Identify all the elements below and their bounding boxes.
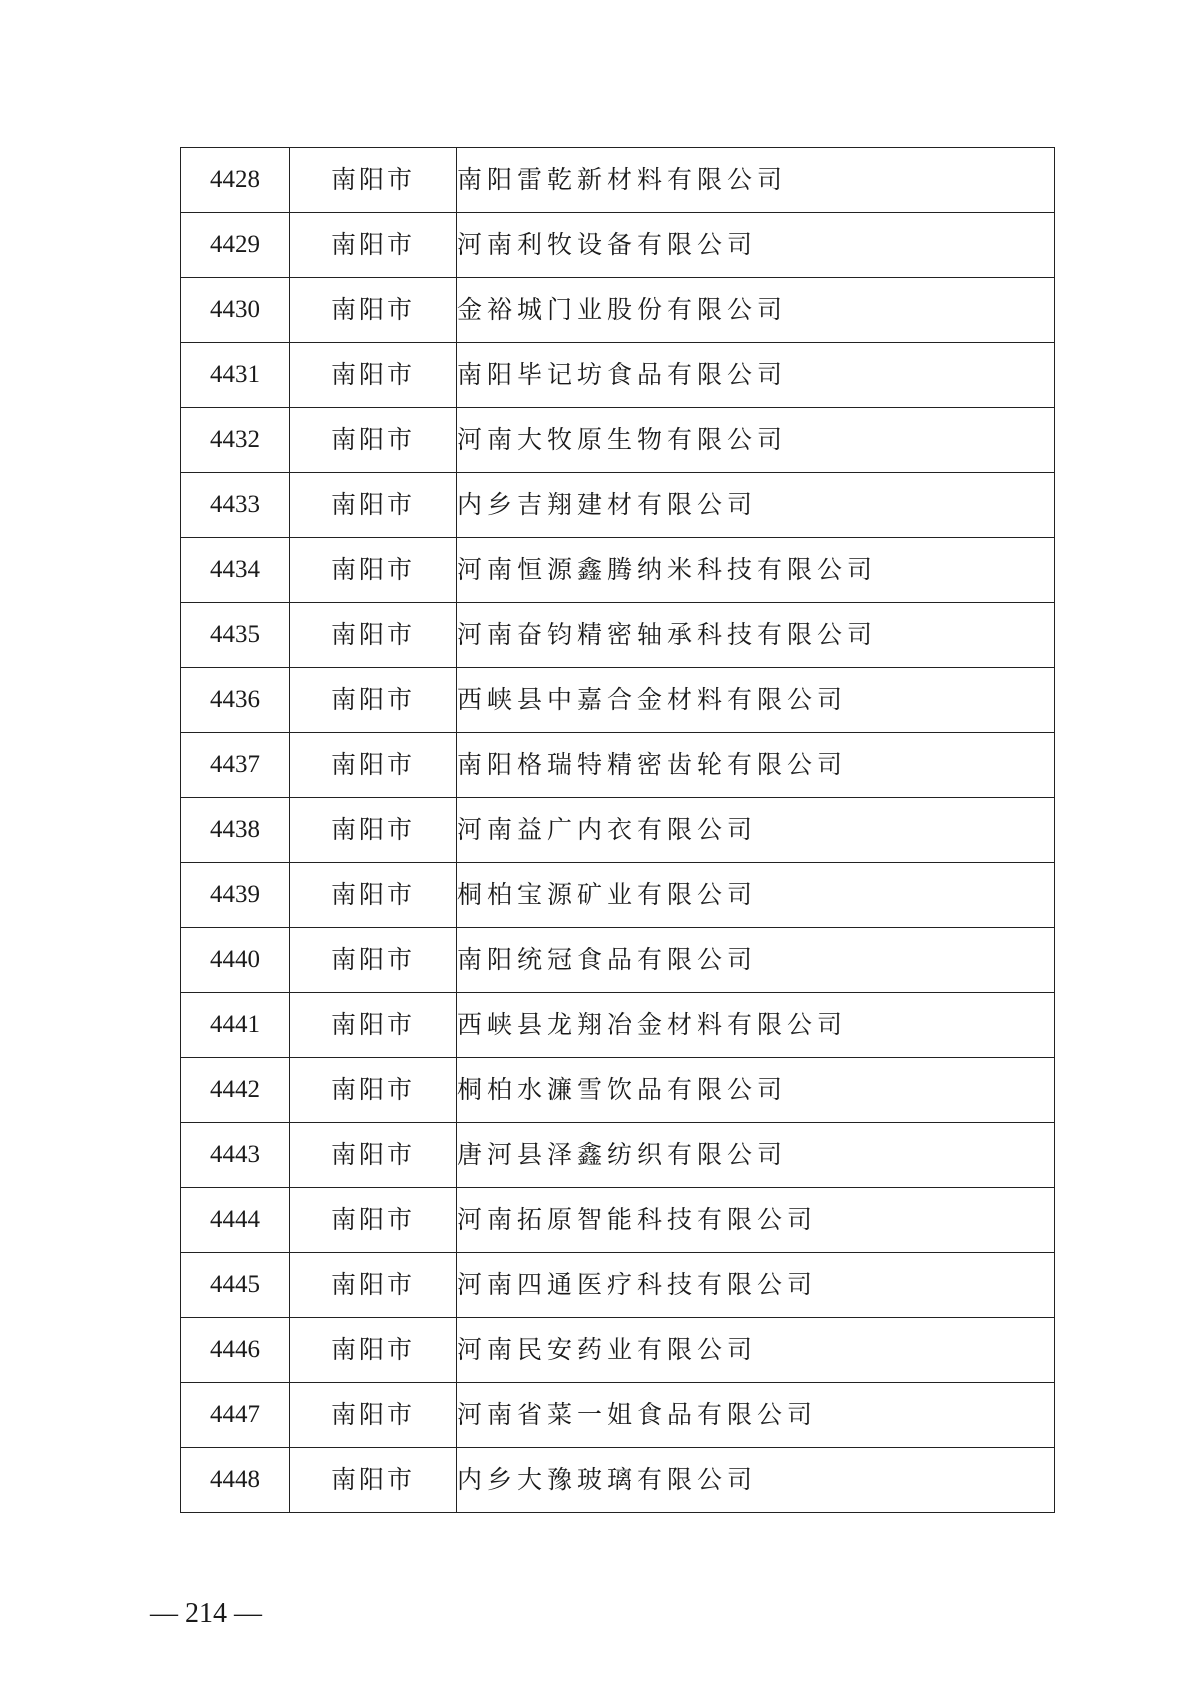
table-row <box>181 1448 1055 1513</box>
row-number-cell: 4448 <box>181 1448 290 1513</box>
row-number-cell: 4429 <box>181 213 290 278</box>
city-cell: 南阳市 <box>290 278 457 343</box>
company-name-cell: 河南益广内衣有限公司 <box>457 798 1055 863</box>
city-cell: 南阳市 <box>290 148 457 213</box>
table-row <box>181 1318 1055 1383</box>
company-name-cell: 南阳格瑞特精密齿轮有限公司 <box>457 733 1055 798</box>
row-number-cell: 4436 <box>181 668 290 733</box>
company-name-cell: 河南利牧设备有限公司 <box>457 213 1055 278</box>
table-row <box>181 733 1055 798</box>
company-name-cell: 桐柏宝源矿业有限公司 <box>457 863 1055 928</box>
row-number-cell: 4432 <box>181 408 290 473</box>
row-number-cell: 4443 <box>181 1123 290 1188</box>
table-row <box>181 993 1055 1058</box>
company-name-cell: 河南拓原智能科技有限公司 <box>457 1188 1055 1253</box>
company-name-cell: 西峡县龙翔冶金材料有限公司 <box>457 993 1055 1058</box>
row-number-cell: 4431 <box>181 343 290 408</box>
city-cell: 南阳市 <box>290 603 457 668</box>
company-name-cell: 河南民安药业有限公司 <box>457 1318 1055 1383</box>
city-cell: 南阳市 <box>290 343 457 408</box>
row-number-cell: 4433 <box>181 473 290 538</box>
row-number-cell: 4437 <box>181 733 290 798</box>
city-cell: 南阳市 <box>290 1318 457 1383</box>
table-row <box>181 473 1055 538</box>
city-cell: 南阳市 <box>290 538 457 603</box>
company-table-body <box>181 148 1055 1513</box>
city-cell: 南阳市 <box>290 798 457 863</box>
row-number-cell: 4439 <box>181 863 290 928</box>
city-cell: 南阳市 <box>290 213 457 278</box>
company-name-cell: 河南四通医疗科技有限公司 <box>457 1253 1055 1318</box>
table-row <box>181 1253 1055 1318</box>
row-number-cell: 4428 <box>181 148 290 213</box>
city-cell: 南阳市 <box>290 1448 457 1513</box>
table-row <box>181 538 1055 603</box>
city-cell: 南阳市 <box>290 668 457 733</box>
company-table <box>180 147 1055 1513</box>
row-number-cell: 4442 <box>181 1058 290 1123</box>
row-number-cell: 4444 <box>181 1188 290 1253</box>
row-number-cell: 4440 <box>181 928 290 993</box>
company-name-cell: 内乡吉翔建材有限公司 <box>457 473 1055 538</box>
city-cell: 南阳市 <box>290 733 457 798</box>
table-row <box>181 213 1055 278</box>
city-cell: 南阳市 <box>290 1123 457 1188</box>
table-row <box>181 863 1055 928</box>
company-name-cell: 内乡大豫玻璃有限公司 <box>457 1448 1055 1513</box>
company-name-cell: 河南奋钧精密轴承科技有限公司 <box>457 603 1055 668</box>
table-row <box>181 1058 1055 1123</box>
company-name-cell: 南阳毕记坊食品有限公司 <box>457 343 1055 408</box>
table-row <box>181 148 1055 213</box>
table-row <box>181 928 1055 993</box>
city-cell: 南阳市 <box>290 1253 457 1318</box>
row-number-cell: 4447 <box>181 1383 290 1448</box>
company-name-cell: 河南恒源鑫腾纳米科技有限公司 <box>457 538 1055 603</box>
city-cell: 南阳市 <box>290 928 457 993</box>
table-row <box>181 343 1055 408</box>
table-row <box>181 1188 1055 1253</box>
page-number: — 214 — <box>150 1598 262 1629</box>
company-name-cell: 唐河县泽鑫纺织有限公司 <box>457 1123 1055 1188</box>
company-name-cell: 河南大牧原生物有限公司 <box>457 408 1055 473</box>
row-number-cell: 4441 <box>181 993 290 1058</box>
company-name-cell: 南阳统冠食品有限公司 <box>457 928 1055 993</box>
city-cell: 南阳市 <box>290 1058 457 1123</box>
table-row <box>181 798 1055 863</box>
city-cell: 南阳市 <box>290 1188 457 1253</box>
table-row <box>181 408 1055 473</box>
city-cell: 南阳市 <box>290 408 457 473</box>
row-number-cell: 4438 <box>181 798 290 863</box>
company-name-cell: 西峡县中嘉合金材料有限公司 <box>457 668 1055 733</box>
company-name-cell: 桐柏水濂雪饮品有限公司 <box>457 1058 1055 1123</box>
table-row <box>181 1383 1055 1448</box>
row-number-cell: 4446 <box>181 1318 290 1383</box>
row-number-cell: 4445 <box>181 1253 290 1318</box>
row-number-cell: 4434 <box>181 538 290 603</box>
table-row <box>181 278 1055 343</box>
city-cell: 南阳市 <box>290 473 457 538</box>
city-cell: 南阳市 <box>290 993 457 1058</box>
company-name-cell: 南阳雷乾新材料有限公司 <box>457 148 1055 213</box>
table-row <box>181 1123 1055 1188</box>
company-name-cell: 金裕城门业股份有限公司 <box>457 278 1055 343</box>
table-row <box>181 668 1055 733</box>
city-cell: 南阳市 <box>290 863 457 928</box>
city-cell: 南阳市 <box>290 1383 457 1448</box>
row-number-cell: 4430 <box>181 278 290 343</box>
table-row <box>181 603 1055 668</box>
row-number-cell: 4435 <box>181 603 290 668</box>
company-name-cell: 河南省菜一姐食品有限公司 <box>457 1383 1055 1448</box>
